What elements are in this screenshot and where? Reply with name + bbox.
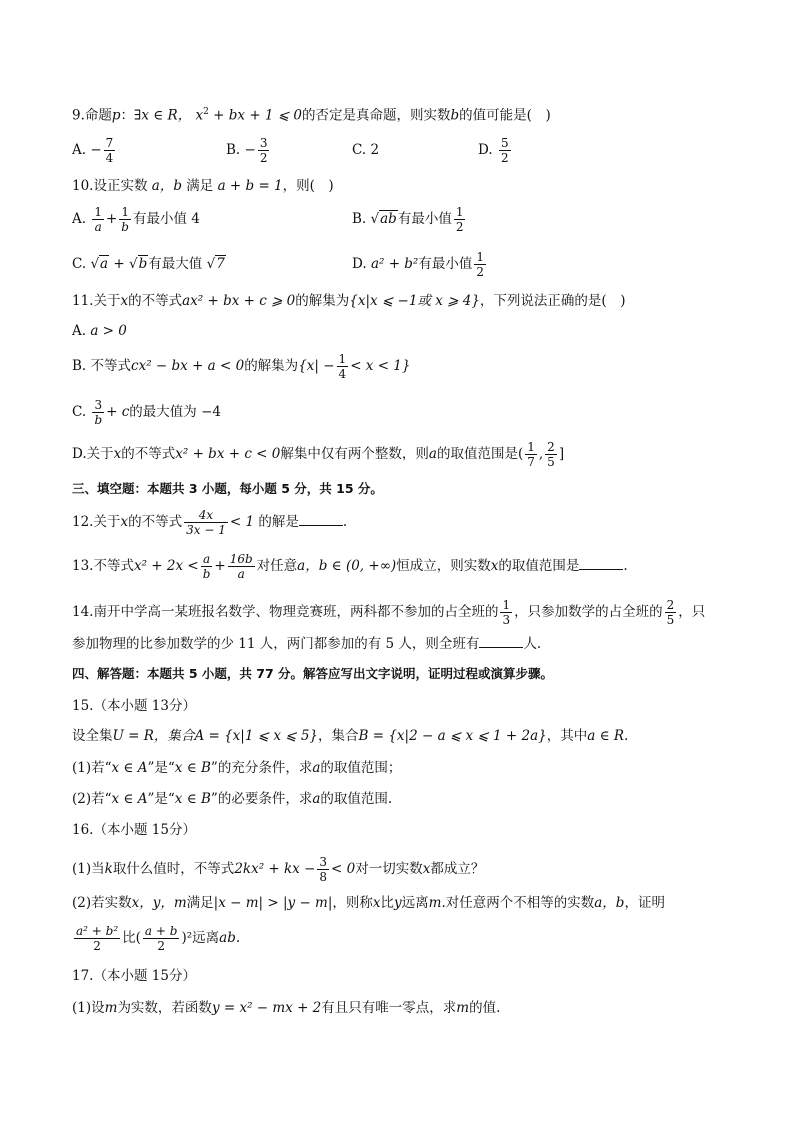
q11-option-a: A. a > 0 — [72, 323, 127, 339]
q11-option-c: C. $\frac{3}{b}$ + c的最大值为 −4 — [72, 398, 221, 427]
q17-part-1: (1)设m为实数，若函数y = x² − mx + 2有且只有唯一零点，求m的值. — [72, 1000, 501, 1016]
fraction: $\frac{1}{a}$ — [94, 205, 102, 234]
q9-option-b: B. − $\frac{3}{2}$ — [226, 136, 268, 165]
q15-heading: 15.（本小题 13分） — [72, 698, 196, 714]
sqrt: √7 — [206, 256, 225, 272]
q13-stem: 13.不等式x² + 2x < $\frac{a}{b}$ + $\frac{16b}{a}$ 对任意a，b ∈ (0, +∞)恒成立，则实数x的取值范围是 . — [72, 552, 628, 581]
fraction: $\frac{4x}{3x - 1}$ — [186, 508, 226, 537]
sqrt: √b — [129, 256, 148, 272]
q10-stem: 10.设正实数 a，b 满足 a + b = 1，则( ) — [72, 178, 334, 194]
q10-option-b: B. √ab有最小值 $\frac{1}{2}$ — [352, 205, 464, 234]
fraction: $\frac{3}{8}$ — [319, 855, 328, 884]
section-fill-blank-heading: 三、填空题：本题共 3 小题，每小题 5 分，共 15 分。 — [72, 481, 383, 496]
q10-option-d: D. a² + b²有最小值 $\frac{1}{2}$ — [352, 250, 484, 279]
q15-part-1: (1)若“x ∈ A”是“x ∈ B”的充分条件，求a的取值范围； — [72, 760, 402, 776]
q16-heading: 16.（本小题 15分） — [72, 822, 196, 838]
q9-option-d: D. $\frac{5}{2}$ — [478, 136, 509, 165]
q17-heading: 17.（本小题 15分） — [72, 968, 196, 984]
fraction: $\frac{2}{5}$ — [547, 440, 555, 469]
sqrt: √ab — [370, 211, 397, 227]
fraction: $\frac{1}{2}$ — [455, 205, 464, 234]
answer-blank[interactable] — [479, 635, 523, 648]
q10-option-a: A. $\frac{1}{a}$ + $\frac{1}{b}$ 有最小值 4 — [72, 205, 200, 234]
q14-line-2: 参加物理的比参加数学的少 11 人，两门都参加的有 5 人，则全班有 人. — [72, 636, 542, 652]
fraction: $\frac{a + b}{2}$ — [144, 924, 178, 953]
fraction: $\frac{3}{b}$ — [94, 398, 103, 427]
fraction: $\frac{2}{5}$ — [666, 598, 675, 627]
q11-stem: 11.关于x的不等式ax² + bx + c ⩾ 0的解集为{x|x ⩽ −1或 x ⩾ 4}，下列说法正确的是( ) — [72, 293, 626, 309]
q15-stem: 设全集U = R，集合A = {x|1 ⩽ x ⩽ 5}，集合B = {x|2 − a ⩽ x ⩽ 1 + 2a}，其中a ∈ R. — [72, 728, 629, 744]
fraction: $\frac{1}{4}$ — [338, 352, 347, 381]
fraction: $\frac{1}{b}$ — [121, 205, 129, 234]
fraction: $\frac{7}{4}$ — [105, 136, 114, 165]
q14-line-1: 14.南开中学高一某班报名数学、物理竞赛班，两科都不参加的占全班的 $\frac{1}{3}$ ，只参加数学的占全班的 $\frac{2}{5}$ ，只 — [72, 598, 706, 627]
q16-part-1: (1)当k取什么值时，不等式2kx² + kx − $\frac{3}{8}$ < 0对一切实数x都成立？ — [72, 855, 485, 884]
answer-blank[interactable] — [299, 513, 343, 526]
sqrt: √a — [90, 256, 109, 272]
q10-option-c: C. √a + √b有最大值 √7 — [72, 256, 225, 272]
q16-part-2-line-1: (2)若实数x，y，m满足|x − m| > |y − m|，则称x比y远离m.对任意两个不相等的实数a，b，证明 — [72, 895, 665, 911]
fraction: $\frac{5}{2}$ — [500, 136, 509, 165]
answer-blank[interactable] — [579, 557, 623, 570]
q9-stem: 9.命题p：∃x ∈ R， $x^2$ + bx + 1 ⩽ 0的否定是真命题，则实数b的值可能是( ) — [72, 107, 551, 124]
q15-part-2: (2)若“x ∈ A”是“x ∈ B”的必要条件，求a的取值范围. — [72, 791, 393, 807]
fraction: $\frac{a}{b}$ — [202, 552, 211, 581]
section-solution-heading: 四、解答题：本题共 5 小题，共 77 分。解答应写出文字说明，证明过程或演算步骤。 — [72, 666, 554, 681]
q16-part-2-line-2: $\frac{\text{a² + b²}}{2}$ 比( $\frac{a + b}{2}$ )²远离ab. — [76, 924, 241, 953]
fraction: $\frac{3}{2}$ — [259, 136, 268, 165]
fraction: $\frac{16b}{a}$ — [229, 552, 253, 581]
q12-stem: 12.关于x的不等式 $\frac{4x}{3x - 1}$ < 1 的解是 . — [72, 508, 348, 537]
q11-option-d: D.关于x的不等式x² + bx + c < 0解集中仅有两个整数，则a的取值范围是( $\frac{1}{7}$ , $\frac{2}{5}$ ] — [72, 440, 565, 469]
q9-option-a: A. − $\frac{7}{4}$ — [72, 136, 114, 165]
fraction: $\frac{1}{3}$ — [502, 598, 511, 627]
q9-option-c: C. 2 — [352, 142, 380, 158]
fraction: $\frac{1}{7}$ — [527, 440, 535, 469]
q11-option-b: B. 不等式cx² − bx + a < 0的解集为{x| − $\frac{1}{4}$ < x < 1} — [72, 352, 411, 381]
fraction: $\frac{\text{a² + b²}}{2}$ — [76, 924, 119, 953]
fraction: $\frac{1}{2}$ — [476, 250, 484, 279]
